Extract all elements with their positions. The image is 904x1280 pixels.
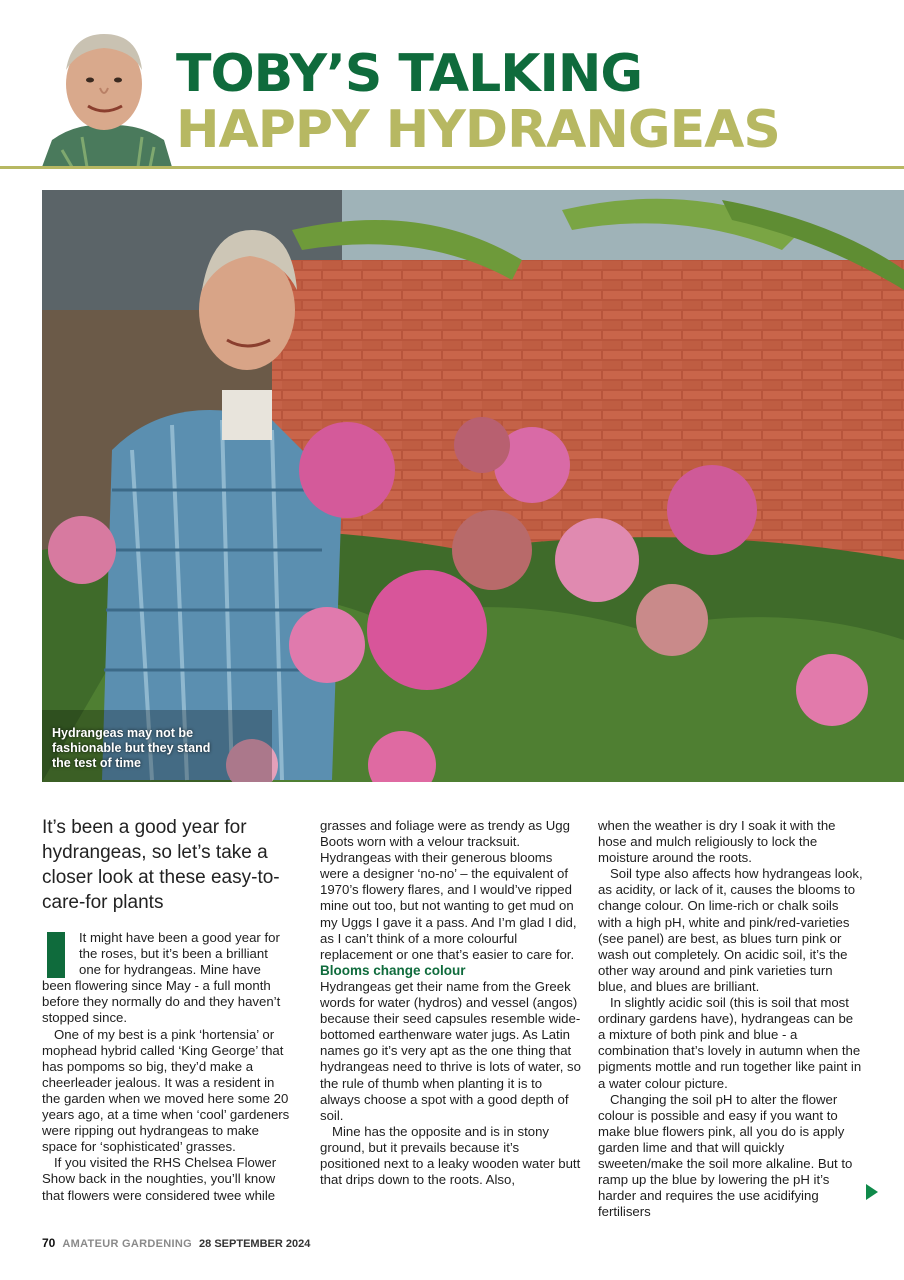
paragraph: Soil type also affects how hydrangeas look, as acidity, or lack of it, causes the blooms to change colour. On lime-rich or chalk soils with a high pH, white and pink/red-varieties (see panel) are best, as blues turn pink or wash out completely. On acidic soil, it’s the other way around and pink varieties turn blue, and blues are brilliant. (598, 866, 863, 994)
page-footer (42, 1236, 310, 1250)
article-intro: It’s been a good year for hydrangeas, so let’s take a closer look at these easy-to-care-for plants (42, 817, 280, 913)
title-line-1: TOBY’S TALKING (176, 44, 643, 104)
magazine-name: AMATEUR GARDENING (62, 1238, 192, 1250)
paragraph: One of my best is a pink ‘hortensia’ or mophead hybrid called ‘King George’ that has pompoms so big, they’d make a cheerleader jealous. It was a resident in the garden when we moved here some 20 years ago, at a time when ‘cool’ gardeners were ripping out hydrangeas to make space for ‘sophisticated’ grasses. (42, 1026, 290, 1155)
author-portrait (42, 22, 172, 167)
paragraph: In slightly acidic soil (this is soil that most ordinary gardens have), hydrangeas can be a mixture of both pink and blue - a combination that’s lovely in autumn when the pigments mottle and run together like paint in a water colour picture. (598, 995, 862, 1091)
paragraph: when the weather is dry I soak it with the hose and mulch religiously to lock the moisture around the roots. (598, 818, 836, 866)
paragraph-text: It might have been a good year for the roses, but it’s been a brilliant one for hydrangeas. Mine have been flowering since May - a full month before they normally do and they haven’t stopped since. (42, 930, 281, 1026)
continue-arrow-icon[interactable] (866, 1184, 878, 1200)
drop-cap (47, 932, 65, 978)
article-column-2 (320, 818, 582, 1188)
article-column-3 (598, 818, 864, 1220)
paragraph (42, 930, 290, 1027)
garden-scene (42, 190, 904, 782)
paragraph: If you visited the RHS Chelsea Flower Show back in the noughties, you’ll know that flowers were considered twee while (42, 1155, 277, 1203)
photo-caption: Hydrangeas may not be fashionable but they stand the test of time (52, 726, 211, 770)
paragraph: Mine has the opposite and is in stony ground, but it prevails because it’s positioned next to a leaky wooden water butt that drips down to the roots. Also, (320, 1123, 581, 1188)
header (0, 0, 904, 168)
hero-photo (42, 190, 904, 782)
paragraph: Hydrangeas get their name from the Greek words for water (hydros) and vessel (angos) because their seed capsules resemble wide-bottomed earthenware water jugs. As Latin names go it’s very apt as the one thing that hydrangeas need to thrive is lots of water, so the rule of thumb when planting it is to always choose a spot with a good depth of soil. (320, 978, 581, 1123)
header-rule (0, 166, 904, 169)
page-number: 70 (42, 1236, 56, 1250)
section-subhead: Blooms change colour (320, 962, 466, 978)
paragraph: Changing the soil pH to alter the flower colour is possible and easy if you want to make blue flowers pink, all you do is apply garden lime and that will quickly sweeten/make the soil more alkaline. But to ramp up the blue by lowering the pH it’s harder and requires the use acidifying fertilisers (598, 1091, 853, 1220)
title-line-2: HAPPY HYDRANGEAS (176, 100, 780, 160)
article-column-1 (42, 930, 290, 1204)
paragraph: grasses and foliage were as trendy as Ugg Boots worn with a velour tracksuit. Hydrangeas with their generous blooms were a designer ‘no-no’ – the equivalent of 1970’s flowery flares, and I would’ve ripped mine out too, but not wanting to get mud on my Uggs I gave it a pass. And I’m glad I did, as I can’t think of a more colourful replacement or one that’s easier to care for. (320, 818, 577, 962)
issue-date: 28 SEPTEMBER 2024 (199, 1238, 311, 1250)
